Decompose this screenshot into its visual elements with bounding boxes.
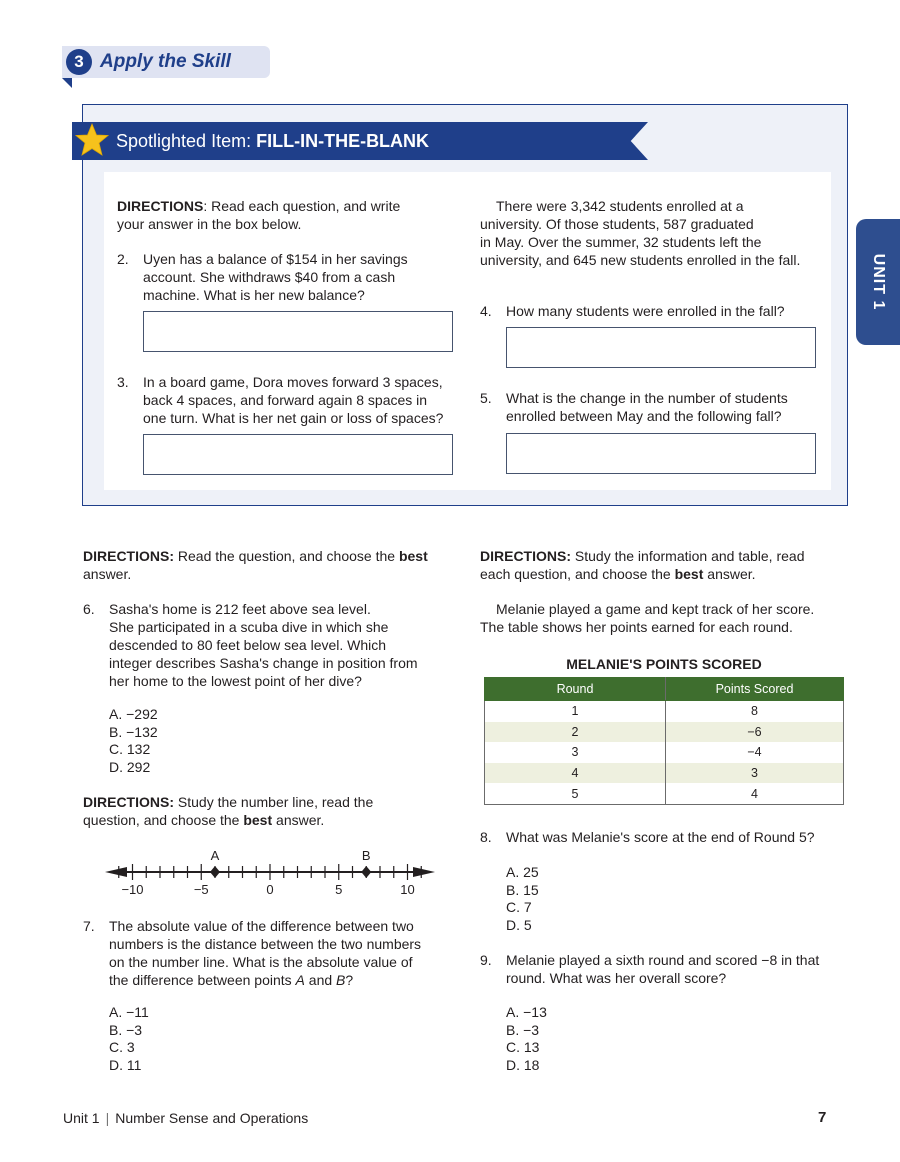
question-6-text [109, 600, 418, 690]
choice-option[interactable]: B. 15 [506, 881, 539, 898]
question-3-line: back 4 spaces, and forward again 8 spaces in [143, 392, 428, 408]
number-line-point-label: B [361, 848, 371, 863]
directions-best: best [243, 812, 273, 828]
question-6-number: 6. [83, 601, 95, 617]
choice-option[interactable]: D. 18 [506, 1056, 540, 1073]
answer-box-3[interactable] [143, 434, 453, 475]
question-2-line: Uyen has a balance of $154 in her savings [143, 251, 408, 267]
question-5-number: 5. [480, 390, 492, 406]
question-9-number: 9. [480, 952, 492, 968]
question-2-line: account. She withdraws $40 from a cash [143, 269, 396, 285]
choice-option[interactable]: C. 13 [506, 1039, 540, 1056]
question-9-line: round. What was her overall score? [506, 970, 727, 986]
directions-text: question, and choose the [83, 812, 244, 828]
table-title: MELANIE'S POINTS SCORED [566, 656, 762, 672]
box-intro-line: in May. Over the summer, 32 students left the [480, 234, 762, 250]
table-cell: 4 [666, 783, 844, 804]
choice-option[interactable]: D. 11 [109, 1056, 142, 1073]
point-a-ref: A [295, 972, 305, 988]
section-number-badge: 3 [66, 49, 92, 75]
section-title: Apply the Skill [100, 51, 231, 72]
question-7-line [109, 971, 421, 989]
question-6-line: descended to 80 feet below sea level. Which [109, 637, 387, 653]
question-4-text [506, 302, 785, 320]
choice-option[interactable]: C. 7 [506, 899, 532, 916]
choice-option[interactable]: D. 292 [109, 758, 151, 775]
table-header-cell: Round [485, 678, 666, 701]
choice-option[interactable]: A. 25 [506, 864, 539, 880]
question-8-line: What was Melanie's score at the end of Round 5? [506, 829, 815, 845]
number-line-point [361, 866, 371, 878]
right-arrow-icon [413, 867, 435, 877]
question-7-text-part: ? [345, 972, 354, 988]
box-directions-label: DIRECTIONS [117, 198, 204, 214]
directions-text: answer. [272, 812, 325, 828]
number-line-tick-label: 0 [266, 882, 274, 897]
box-intro-line: university, and 645 new students enrolled in the fall. [480, 252, 801, 268]
question-3-line: In a board game, Dora moves forward 3 spaces, [143, 374, 443, 390]
spotlight-title [116, 131, 429, 151]
box-directions-text: : Read each question, and write [203, 198, 401, 214]
question-7-text [109, 917, 421, 989]
points-table [484, 677, 844, 805]
footer-separator: | [105, 1110, 110, 1126]
number-line-tick-label: 10 [400, 882, 415, 897]
box-intro [480, 197, 800, 269]
directions-text: each question, and choose the [480, 566, 675, 582]
choice-option[interactable]: B. −132 [109, 723, 158, 740]
table-row [485, 701, 844, 722]
choice-option[interactable]: A. −292 [109, 706, 158, 722]
box-directions [117, 197, 400, 233]
directions-best: best [398, 548, 428, 564]
table-cell: 4 [485, 763, 666, 784]
table-cell: 8 [666, 701, 844, 722]
question-3-line: one turn. What is her net gain or loss of spaces? [143, 410, 444, 426]
table-cell: 3 [666, 763, 844, 784]
choice-option[interactable]: A. −11 [109, 1004, 149, 1020]
section-heading [62, 46, 270, 78]
directions-q7 [83, 793, 373, 829]
page-number: 7 [818, 1109, 827, 1126]
table-cell: −4 [666, 742, 844, 763]
question-9-choices [506, 1003, 547, 1073]
directions-label: DIRECTIONS: [83, 548, 174, 564]
directions-q6 [83, 547, 428, 583]
question-6-line: her home to the lowest point of her dive? [109, 673, 362, 689]
choice-option[interactable]: B. −3 [506, 1021, 540, 1038]
question-7-text-part: and [304, 972, 337, 988]
question-6-line: Sasha's home is 212 feet above sea level. [109, 601, 371, 617]
question-9-text [506, 951, 819, 987]
table-row [485, 783, 844, 804]
unit-tab [856, 219, 900, 345]
number-line-tick-label: −5 [193, 882, 209, 897]
question-2-line: machine. What is her new balance? [143, 287, 365, 303]
directions-label: DIRECTIONS: [480, 548, 571, 564]
star-icon [74, 122, 110, 158]
question-3-number: 3. [117, 374, 129, 390]
section-tab-corner [62, 78, 72, 88]
number-line-tick-label: 5 [335, 882, 343, 897]
spotlight-prefix: Spotlighted Item: [116, 131, 257, 151]
directions-text: Read the question, and choose the [174, 548, 399, 564]
answer-box-2[interactable] [143, 311, 453, 352]
directions-text: answer. [83, 566, 132, 582]
question-8-number: 8. [480, 829, 492, 845]
choice-option[interactable]: C. 132 [109, 741, 151, 758]
table-cell: 1 [485, 701, 666, 722]
choice-option[interactable]: B. −3 [109, 1021, 143, 1038]
number-line [95, 843, 445, 898]
question-4-line: How many students were enrolled in the fall? [506, 303, 785, 319]
number-line-labels [121, 882, 414, 897]
question-2-number: 2. [117, 251, 129, 267]
table-header-cell: Points Scored [666, 678, 844, 701]
table-cell: 2 [485, 722, 666, 743]
table-intro [480, 600, 814, 636]
answer-box-4[interactable] [506, 327, 816, 368]
question-7-number: 7. [83, 918, 95, 934]
directions-label: DIRECTIONS: [83, 794, 174, 810]
footer-title: Number Sense and Operations [115, 1110, 309, 1126]
table-intro-line: The table shows her points earned for each round. [480, 619, 793, 635]
table-row [485, 722, 844, 743]
directions-text: Study the number line, read the [174, 794, 374, 810]
question-8-choices [506, 863, 539, 933]
question-6-choices [109, 705, 158, 775]
number-line-tick-label: −10 [121, 882, 144, 897]
point-b-ref: B [336, 972, 346, 988]
table-row [485, 742, 844, 763]
footer-unit: Unit 1 [63, 1110, 100, 1126]
question-2-text [143, 250, 408, 304]
table-row [485, 763, 844, 784]
spotlight-label: FILL-IN-THE-BLANK [256, 131, 430, 151]
question-8-text [506, 828, 815, 846]
table-cell: −6 [666, 722, 844, 743]
question-7-line: on the number line. What is the absolute value of [109, 954, 413, 970]
table-cell: 3 [485, 742, 666, 763]
question-7-line: The absolute value of the difference between two [109, 918, 414, 934]
choice-option[interactable]: C. 3 [109, 1039, 135, 1056]
question-6-line: She participated in a scuba dive in which she [109, 619, 389, 635]
directions-best: best [674, 566, 704, 582]
box-intro-line: There were 3,342 students enrolled at a [496, 198, 744, 214]
left-arrow-icon [105, 867, 127, 877]
question-4-number: 4. [480, 303, 492, 319]
number-line-point-label: A [210, 848, 220, 863]
question-3-text [143, 373, 443, 427]
question-7-line: numbers is the distance between the two numbers [109, 936, 422, 952]
box-directions-text-2: your answer in the box below. [117, 216, 302, 232]
table-cell: 5 [485, 783, 666, 804]
number-line-point [210, 866, 220, 878]
choice-option[interactable]: D. 5 [506, 916, 532, 933]
question-5-text [506, 389, 788, 425]
number-line-points [210, 848, 371, 878]
question-9-line: Melanie played a sixth round and scored −8 in that [506, 952, 820, 968]
directions-text: Study the information and table, read [571, 548, 805, 564]
table-intro-line: Melanie played a game and kept track of her score. [496, 601, 815, 617]
table-header-row [485, 678, 844, 701]
box-intro-line: university. Of those students, 587 graduated [480, 216, 754, 232]
directions-text: answer. [703, 566, 756, 582]
footer [63, 1109, 308, 1127]
question-7-choices [109, 1003, 149, 1073]
answer-box-5[interactable] [506, 433, 816, 474]
question-5-line: What is the change in the number of students [506, 390, 788, 406]
question-5-line: enrolled between May and the following fall? [506, 408, 782, 424]
choice-option[interactable]: A. −13 [506, 1004, 547, 1020]
question-6-line: integer describes Sasha's change in position from [109, 655, 418, 671]
question-7-text-part: the difference between points [109, 972, 296, 988]
directions-q8 [480, 547, 804, 583]
unit-tab-label: UNIT 1 [870, 253, 887, 311]
